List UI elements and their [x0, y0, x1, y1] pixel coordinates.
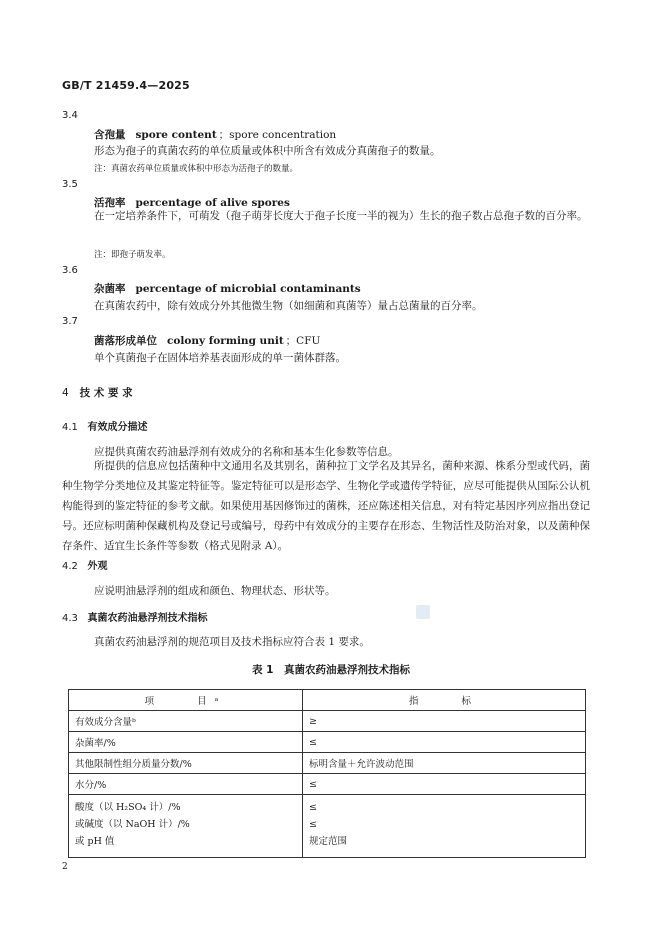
subsection-title: 外观 [87, 561, 108, 572]
table-header-row [69, 690, 586, 711]
table-cell-line: 或碱度（以 NaOH 计）/% [75, 819, 190, 830]
table-row [69, 753, 586, 774]
table-cell-item [69, 795, 303, 858]
term-number: 3.7 [62, 316, 78, 327]
table-cell-item: 水分/% [69, 774, 303, 795]
table-row [69, 795, 586, 858]
section-heading [62, 385, 133, 400]
term-definition: 在真菌农药中，除有效成分外其他微生物（如细菌和真菌等）量占总菌量的百分率。 [94, 300, 483, 312]
section-number: 4 [62, 387, 69, 399]
term-number: 3.5 [62, 179, 78, 190]
term-heading [94, 127, 336, 142]
table-cell-line: ≤ [309, 819, 317, 830]
paragraph: 应说明油悬浮剂的组成和颜色、物理状态、形状等。 [94, 585, 336, 597]
term-note: 注：即孢子萌发率。 [94, 250, 171, 260]
term-en: percentage of alive spores [135, 197, 290, 209]
subsection-heading [62, 557, 107, 572]
subsection-number: 4.2 [62, 561, 78, 572]
term-zh: 活孢率 [94, 197, 126, 209]
paragraph: 真菌农药油悬浮剂的规范项目及技术指标应符合表 1 要求。 [94, 636, 370, 648]
term-definition: 单个真菌孢子在固体培养基表面形成的单一菌体群落。 [94, 352, 346, 364]
term-note: 注：真菌农药单位质量或体积中形态为活孢子的数量。 [94, 164, 299, 174]
table-cell-item: 杂菌率/% [69, 732, 303, 753]
subsection-number: 4.1 [62, 422, 78, 433]
term-heading [94, 333, 320, 348]
paragraph: 应提供真菌农药油悬浮剂有效成分的名称和基本生化参数等信息。 [94, 446, 399, 458]
spec-table [68, 689, 586, 858]
term-heading [94, 281, 361, 296]
table-cell-value [303, 795, 586, 858]
table-cell-value: ≤ [303, 732, 586, 753]
table-cell-line: 酸度（以 H₂SO₄ 计）/% [75, 802, 181, 813]
page-number: 2 [62, 862, 68, 872]
term-zh: 菌落形成单位 [94, 335, 157, 347]
term-en: percentage of microbial contaminants [135, 283, 361, 295]
term-en: spore content [135, 129, 217, 141]
term-en: colony forming unit [167, 335, 284, 347]
term-number: 3.6 [62, 265, 78, 276]
paragraph: 所提供的信息应包括菌种中文通用名及其别名，菌种拉丁文学名及其异名，菌种来源、株系分型或代码，菌种生物学分类地位及其鉴定特征等。鉴定特征可以是形态学、生物化学或遗传学特征，应尽可能提供从国际公认机构能得到的鉴定特征的参考文献。如果使用基因修饰过的菌株，还应陈述相关信息，对有特定基因序列应指出登记号。还应标明菌种保藏机构及登记号或编号，母药中有效成分的主要存在形态、生物活性及防治对象，以及菌种保存条件、适宜生长条件等参数（格式见附录 A）。 [62, 460, 590, 552]
table-cell-value: ≥ [303, 711, 586, 732]
table-cell-line: 规定范围 [309, 836, 348, 847]
table-row [69, 732, 586, 753]
subsection-heading [62, 418, 147, 433]
subsection-number: 4.3 [62, 613, 78, 624]
table-cell-item: 其他限制性组分质量分数/% [69, 753, 303, 774]
section-title: 技 术 要 求 [79, 387, 133, 399]
table-cell-line: ≤ [309, 802, 317, 813]
table-cell-value: ≤ [303, 774, 586, 795]
table-cell-item: 有效成分含量ᵇ [69, 711, 303, 732]
term-definition: 形态为孢子的真菌农药的单位质量或体积中所含有效成分真菌孢子的数量。 [94, 145, 441, 157]
table-row [69, 711, 586, 732]
table-header-item: 项 目ᵃ [69, 690, 303, 711]
table-row [69, 774, 586, 795]
subsection-heading [62, 609, 207, 624]
table-title: 表 1 真菌农药油悬浮剂技术指标 [252, 664, 410, 676]
table-cell-line: 或 pH 值 [75, 836, 115, 847]
term-zh: 含孢量 [94, 129, 126, 141]
subsection-title: 有效成分描述 [87, 422, 148, 433]
term-zh: 杂菌率 [94, 283, 126, 295]
subsection-title: 真菌农药油悬浮剂技术指标 [87, 613, 208, 624]
term-alt: ；CFU [285, 335, 321, 347]
term-alt: ；spore concentration [218, 129, 337, 141]
term-number: 3.4 [62, 110, 78, 121]
table-header-value: 指 标 [303, 690, 586, 711]
term-definition: 在一定培养条件下，可萌发（孢子萌芽长度大于孢子长度一半的视为）生长的孢子数占总孢子数的百分率。 [94, 210, 588, 222]
table-cell-value: 标明含量＋允许波动范围 [303, 753, 586, 774]
standard-number: GB/T 21459.4—2025 [62, 79, 190, 92]
watermark-mark [416, 605, 430, 619]
